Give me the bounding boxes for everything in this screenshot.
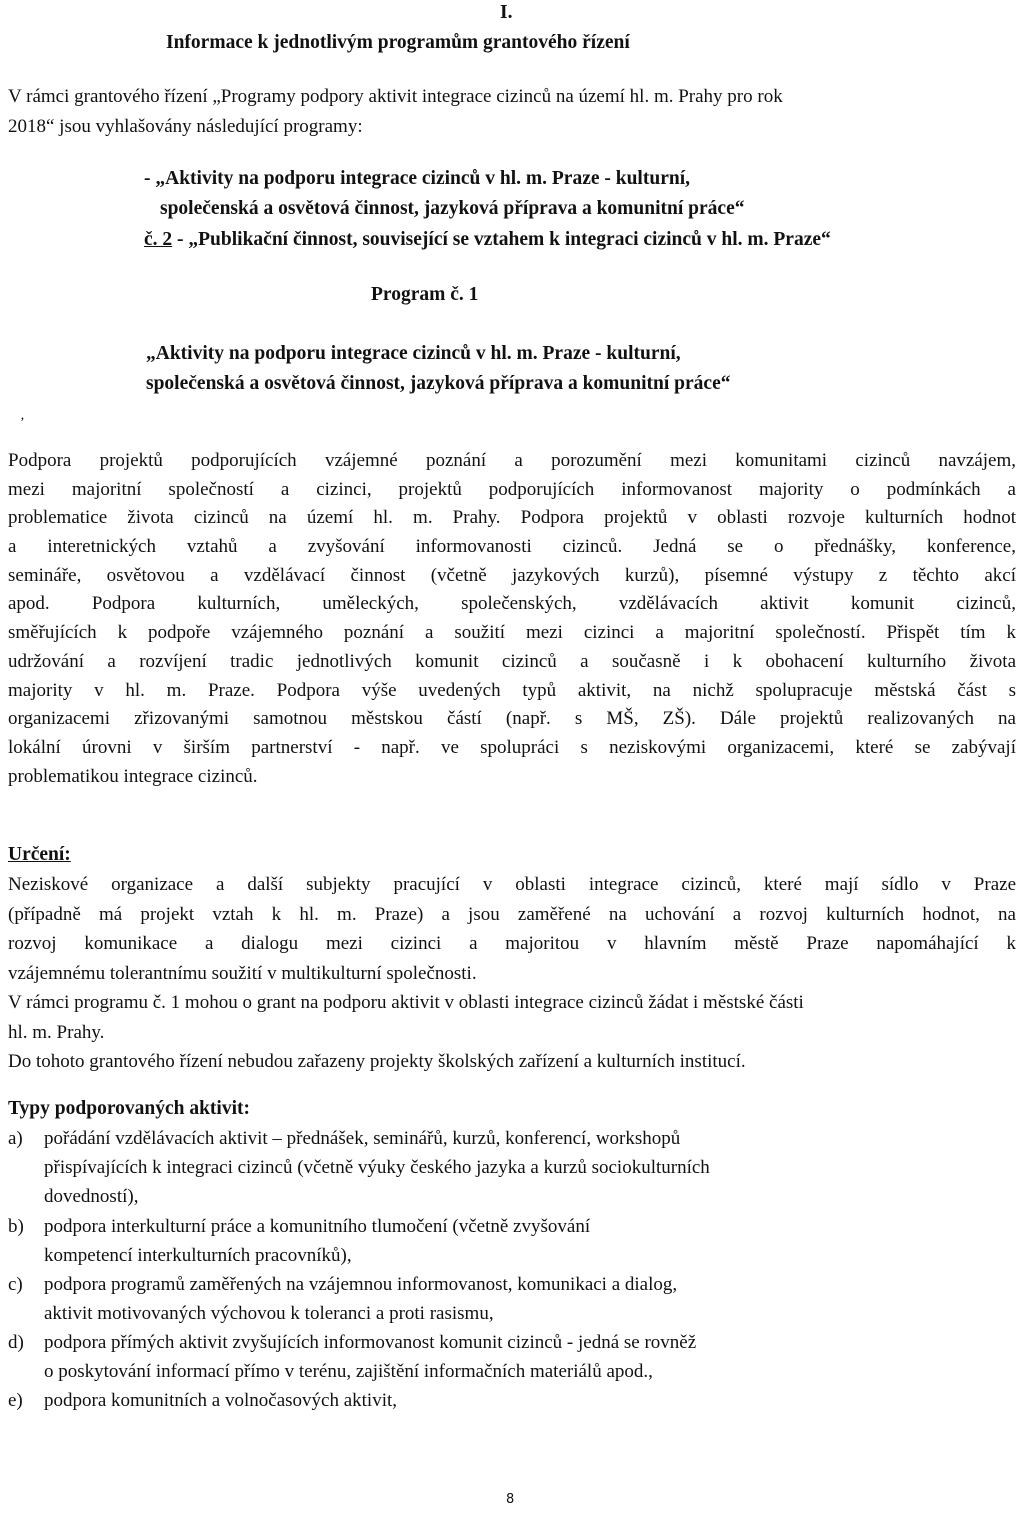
activity-item (8, 1390, 1016, 1419)
intro-line-2: 2018“ jsou vyhlašovány následující programy: (8, 116, 363, 137)
urceni-line: Do tohoto grantového řízení nebudou zařazeny projekty školských zařízení a kulturních institucí. (8, 1051, 746, 1072)
page-title: Informace k jednotlivým programům grantového řízení (166, 32, 630, 53)
program-list-item-2-number: č. 2 (144, 229, 173, 250)
activity-line: podpora interkulturní práce a komunitního tlumočení (včetně zvyšování (44, 1216, 591, 1237)
program-1-subtitle-line-2: společenská a osvětová činnost, jazyková příprava a komunitní práce“ (146, 373, 731, 394)
activity-letter: b) (8, 1216, 24, 1237)
description-line: Podpora projektů podporujících vzájemné poznání a porozumění mezi komunitami cizinců navzájem, (8, 450, 1016, 471)
activity-item (8, 1332, 1016, 1390)
urceni-line: Neziskové organizace a další subjekty pracující v oblasti integrace cizinců, které mají sídlo v Praze (8, 874, 1016, 895)
description-line: semináře, osvětovou a vzdělávací činnost (včetně jazykových kurzů), písemné výstupy z těchto akcí (8, 564, 1016, 586)
activity-list (8, 1128, 1016, 1419)
description-line: majority v hl. m. Praze. Podpora výše uvedených typů aktivit, na nichž spolupracuje městská část s (8, 679, 1016, 701)
description-line: organizacemi zřizovanými samotnou městskou částí (např. s MŠ, ZŠ). Dále projektů realizovaných na (8, 708, 1016, 730)
scan-mark: ‚ (20, 408, 25, 423)
description-line: apod. Podpora kulturních, uměleckých, společenských, vzdělávacích aktivit komunit cizinců, (8, 593, 1016, 615)
urceni-line: vzájemnému tolerantnímu soužití v multikulturní společnosti. (8, 962, 477, 984)
program-list-item-2-text: - „Publikační činnost, související se vztahem k integraci cizinců v hl. m. Praze“ (172, 229, 831, 250)
intro-line-1: V rámci grantového řízení „Programy podpory aktivit integrace cizinců na území hl. m. Prahy pro rok (8, 86, 783, 107)
activity-line: dovedností), (44, 1186, 139, 1207)
activity-line: pořádání vzdělávacích aktivit – přednášek, seminářů, kurzů, konferencí, workshopů (44, 1128, 681, 1149)
program-1-description (8, 450, 1016, 794)
activity-line: podpora programů zaměřených na vzájemnou informovanost, komunikaci a dialog, (44, 1274, 678, 1295)
description-line: udržování a rozvíjení tradic jednotlivých komunit cizinců a současně i k obohacení kulturního života (8, 650, 1016, 672)
urceni-line: rozvoj komunikace a dialogu mezi cizinci a majoritou v hlavním městě Praze napomáhající k (8, 933, 1016, 954)
program-list-item-1-line-1: - „Aktivity na podporu integrace cizinců v hl. m. Praze - kulturní, (144, 168, 690, 189)
description-line: problematice života cizinců na území hl. m. Prahy. Podpora projektů v oblasti rozvoje kulturních hodnot (8, 507, 1016, 529)
activity-item (8, 1274, 1016, 1332)
description-line: lokální úrovni v širším partnerství - např. ve spolupráci s neziskovými organizacemi, které se zabývají (8, 736, 1016, 758)
activity-line: aktivit motivovaných výchovou k toleranci a proti rasismu, (44, 1303, 494, 1324)
activity-letter: d) (8, 1332, 24, 1353)
page-number: 8 (506, 1492, 515, 1507)
activity-letter: e) (8, 1390, 23, 1411)
activity-item (8, 1216, 1016, 1274)
activity-line: podpora přímých aktivit zvyšujících informovanost komunit cizinců - jedná se rovněž (44, 1332, 697, 1353)
activity-line: o poskytování informací přímo v terénu, zajištění informačních materiálů apod., (44, 1361, 653, 1382)
activity-item (8, 1128, 1016, 1216)
typy-heading: Typy podporovaných aktivit: (8, 1098, 250, 1119)
description-line: směřujících k podpoře vzájemného poznání a soužití mezi cizinci a majoritní společností. Přispět tím k (8, 622, 1016, 644)
section-number: I. (500, 2, 513, 23)
program-1-title: Program č. 1 (371, 284, 479, 305)
description-line: a interetnických vztahů a zvyšování informovanosti cizinců. Jedná se o přednášky, konference, (8, 536, 1016, 558)
program-1-subtitle-line-1: „Aktivity na podporu integrace cizinců v hl. m. Praze - kulturní, (146, 343, 681, 364)
urceni-line: V rámci programu č. 1 mohou o grant na podporu aktivit v oblasti integrace cizinců žádat i městské části (8, 992, 804, 1013)
activity-letter: c) (8, 1274, 23, 1295)
urceni-line: hl. m. Prahy. (8, 1021, 105, 1043)
description-last-line: problematikou integrace cizinců. (8, 765, 258, 787)
program-list-item-2 (144, 229, 831, 251)
description-line: mezi majoritní společností a cizinci, projektů podporujících informovanost majority o podmínkách a (8, 478, 1016, 500)
program-list-item-1-line-2: společenská a osvětová činnost, jazyková příprava a komunitní práce“ (160, 198, 745, 219)
activity-line: kompetencí interkulturních pracovníků), (44, 1245, 352, 1266)
urceni-text (8, 874, 1016, 1081)
activity-line: podpora komunitních a volnočasových aktivit, (44, 1390, 398, 1411)
activity-line: přispívajících k integraci cizinců (včetně výuky českého jazyka a kurzů sociokulturních (44, 1157, 710, 1178)
activity-letter: a) (8, 1128, 23, 1149)
urceni-line: (případně má projekt vztah k hl. m. Praze) a jsou zaměřené na uchování a rozvoj kulturních hodnot, na (8, 903, 1016, 925)
urceni-heading: Určení: (8, 844, 71, 865)
